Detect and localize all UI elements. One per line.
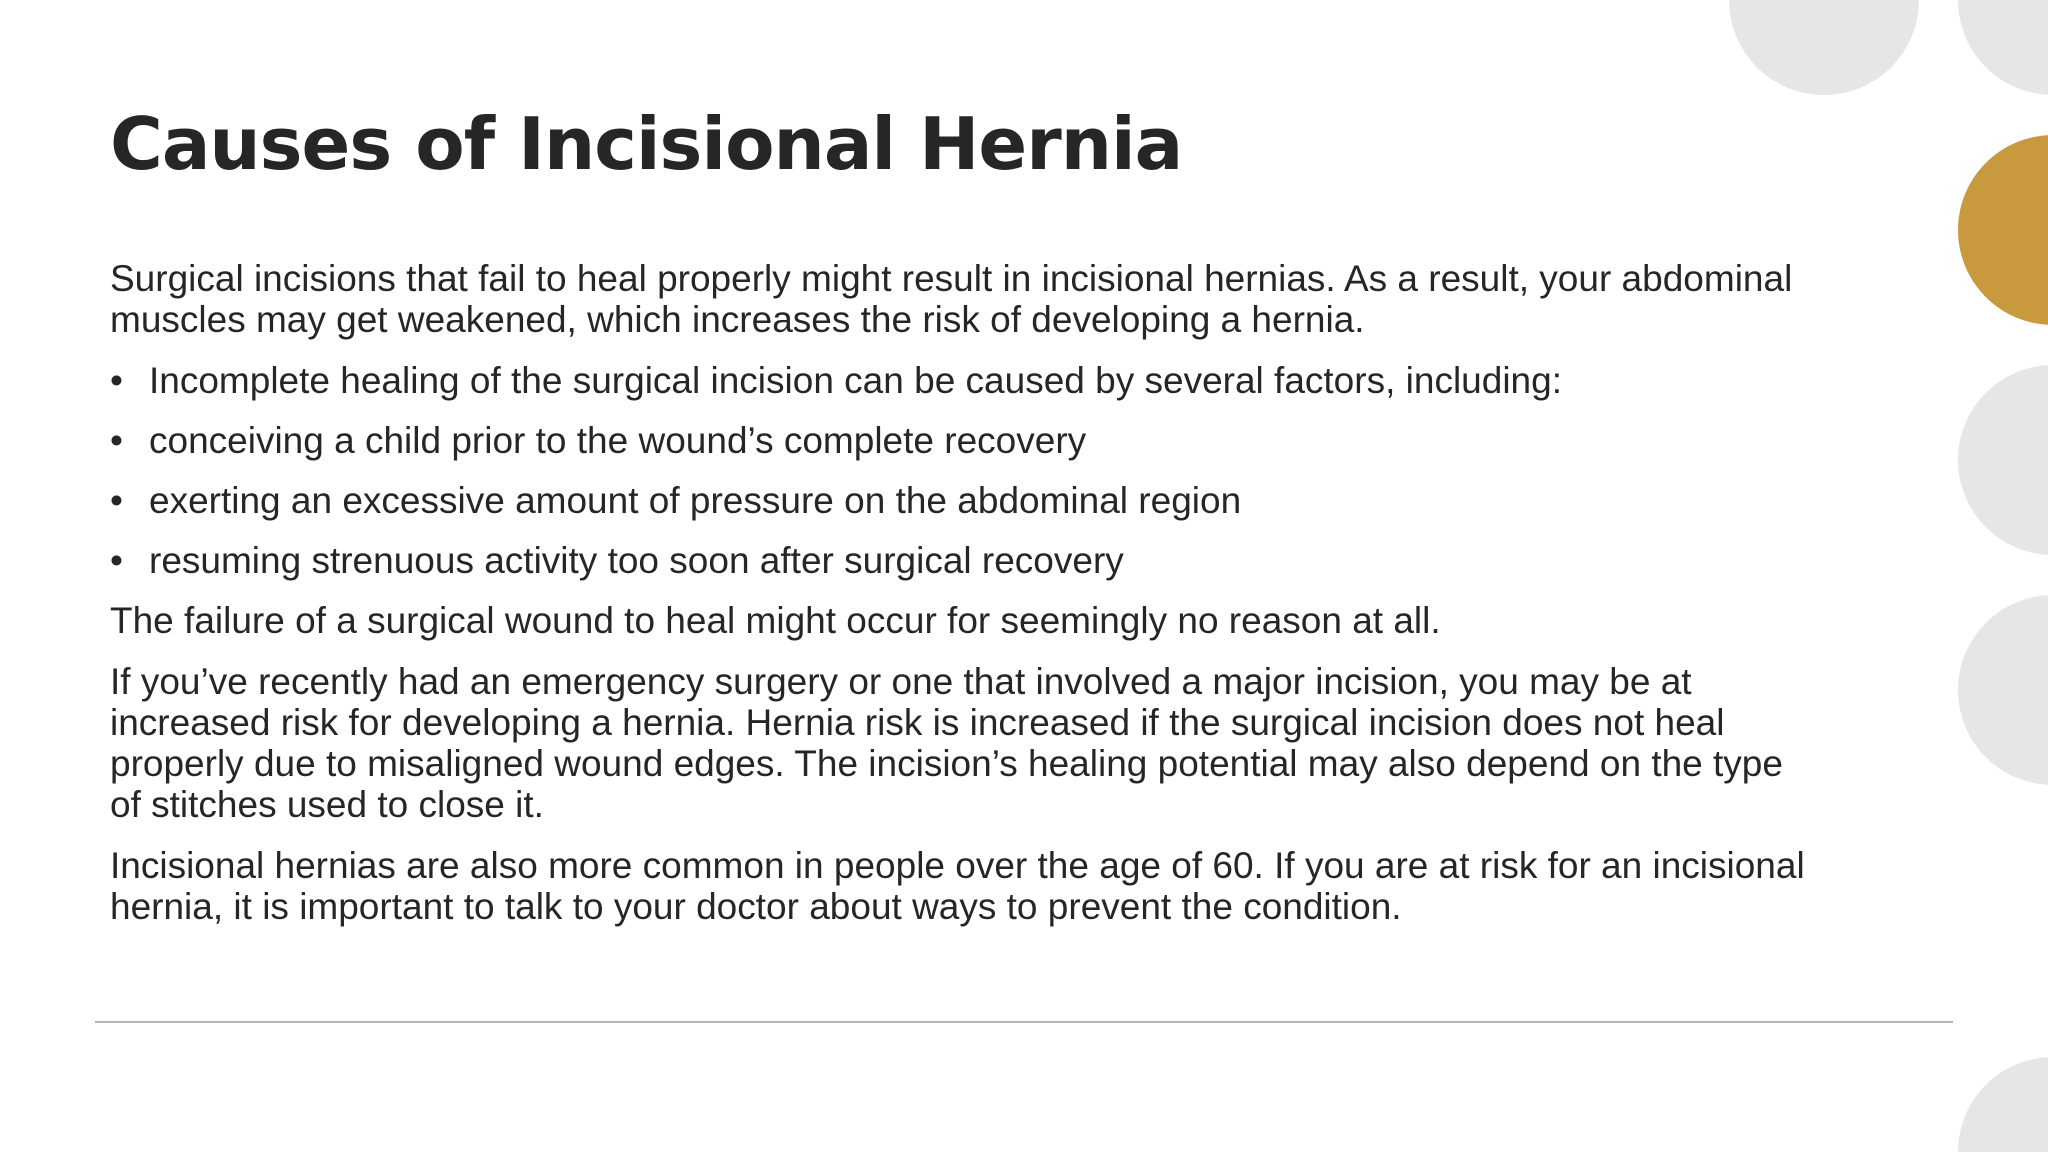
- bullet-text: conceiving a child prior to the wound’s complete recovery: [149, 420, 1087, 461]
- bullet-text: Incomplete healing of the surgical incision can be caused by several factors, including:: [149, 360, 1562, 401]
- bullet-marker: •: [110, 360, 123, 401]
- bullet-text: resuming strenuous activity too soon after surgical recovery: [149, 540, 1124, 581]
- footer-divider: [95, 1021, 1953, 1023]
- decor-circle-right-1: [1958, 365, 2048, 555]
- body-paragraph: Incisional hernias are also more common in people over the age of 60. If you are at risk for an incisional hernia, it is important to talk to your doctor about ways to prevent the condition.: [110, 845, 1805, 927]
- bullet-item: [110, 480, 1810, 521]
- bullet-item: [110, 360, 1810, 401]
- intro-paragraph: Surgical incisions that fail to heal properly might result in incisional hernias. As a result, your abdominal muscles may get weakened, which increases the risk of developing a hernia.: [110, 258, 1793, 340]
- bullet-text: exerting an excessive amount of pressure on the abdominal region: [149, 480, 1242, 521]
- bullet-marker: •: [110, 480, 123, 521]
- slide-body: [110, 258, 1810, 947]
- body-paragraph: The failure of a surgical wound to heal might occur for seemingly no reason at all.: [110, 600, 1441, 641]
- bullet-marker: •: [110, 420, 123, 461]
- bullet-item: [110, 420, 1810, 461]
- decor-circle-gold: [1958, 135, 2048, 325]
- bullet-item: [110, 540, 1810, 581]
- bullet-marker: •: [110, 540, 123, 581]
- decor-circle-bottom: [1958, 1057, 2048, 1152]
- decor-circle-top-right: [1958, 0, 2048, 95]
- body-paragraph: If you’ve recently had an emergency surgery or one that involved a major incision, you may be at increased risk for developing a hernia. Hernia risk is increased if the surgical incision does not heal properly due to misaligned wound edges. The incision’s healing potential may also depend on the type of stitches used to close it.: [110, 661, 1783, 825]
- decor-circle-top-left: [1729, 0, 1919, 95]
- slide-title: Causes of Incisional Hernia: [110, 102, 1183, 186]
- bullet-list: [110, 360, 1810, 581]
- decor-circle-right-2: [1958, 595, 2048, 785]
